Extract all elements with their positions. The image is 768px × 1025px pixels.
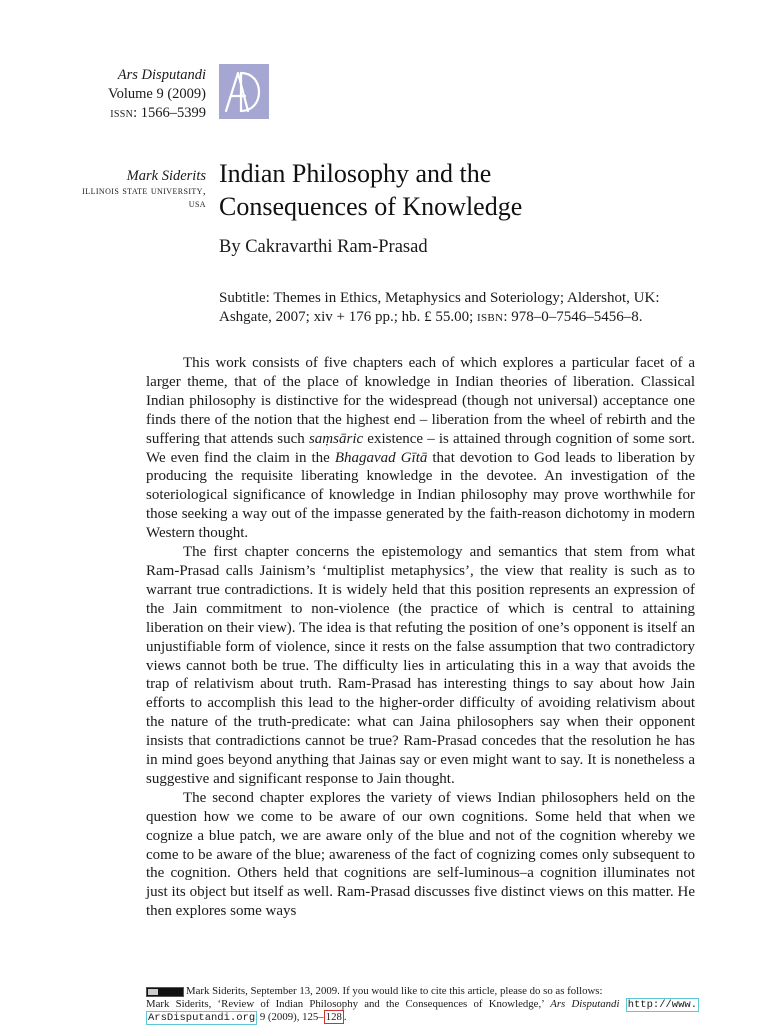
issn-label: issn — [110, 105, 134, 121]
author-name: Mark Siderits — [126, 168, 206, 184]
article-subtitle — [219, 289, 699, 327]
journal-issn — [60, 104, 206, 123]
journal-name: Ars Disputandi — [117, 67, 206, 83]
paragraph-1-text-b: existence – is attained through cognition of some sort. We even find the claim in the — [146, 430, 696, 466]
footer-citation-text: Mark Siderits, ‘Review of Indian Philosophy and the Consequences of Knowledge,’ — [146, 997, 551, 1010]
page-range-end-link[interactable]: 128 — [325, 1011, 342, 1023]
paragraph-1 — [146, 354, 695, 543]
ad-monogram-icon — [219, 64, 269, 119]
article-title-line1: Indian Philosophy and the — [219, 159, 492, 188]
article-byline: By Cakravarthi Ram-Prasad — [219, 237, 428, 257]
term-bhagavad-gita: Bhagavad Gītā — [334, 449, 428, 466]
footer-license-text: Mark Siderits, September 13, 2009. If you would like to cite this article, please do so as follows: — [186, 985, 603, 997]
citation-url-link[interactable]: http://www. — [627, 998, 697, 1011]
footer-line3 — [146, 1011, 699, 1025]
author-affiliation-line2: usa — [188, 198, 206, 210]
paragraph-1-text-c: that devotion to God leads to liberation by producing the requisite liberating knowledge in the devotee. An investigation of the soteriological significance of knowledge in Indian philosophy may prove worthwhile for those seeking a way out of the impasse generated by the faith-reason dichotomy in modern Western thought. — [146, 449, 695, 542]
paragraph-1-text-a: This work consists of five chapters each of which explores a particular facet of a larger theme, that of the place of knowledge in Indian theories of liberation. Classical Indian philosophy is distinctive for the widespread (though not universal) acceptance one finds there of the notion that the highest end – liberation from the wheel of rebirth and the suffering that attends such — [146, 355, 695, 447]
author-affiliation-line1: illinois state university, — [82, 185, 206, 197]
footer-period: . — [343, 1011, 347, 1023]
article-title-line2: Consequences of Knowledge — [219, 192, 523, 221]
author-info — [40, 167, 206, 211]
article-body — [146, 354, 695, 921]
creative-commons-license-icon[interactable] — [146, 987, 184, 997]
journal-info — [60, 66, 206, 123]
subtitle-isbn-value: : 978–0–7546–5456–8. — [503, 309, 643, 325]
subtitle-isbn-label: isbn — [477, 309, 504, 325]
article-title — [219, 157, 739, 223]
paragraph-3: The second chapter explores the variety of views Indian philosophers held on the question how we come to be aware of our own cognitions. Some held that when we cognize a blue patch, we are aware only of the blue and not of the cognition whereby we come to be aware of the blue; awareness of the fact of cognizing comes only subsequent to the cognition. Others held that cognitions are self-luminous–a cognition illuminates not just its object but itself as well. Ram-Prasad discusses five distinct views on this matter. He then explores some ways — [146, 789, 695, 920]
subtitle-text: Subtitle: Themes in Ethics, Metaphysics and Soteriology; Aldershot, UK: Ashgate, 2007; xiv + 176 pp.; hb. £ 55.00; — [219, 290, 660, 325]
citation-footer — [146, 985, 699, 1025]
footer-line2 — [146, 998, 699, 1012]
paragraph-2: The first chapter concerns the epistemology and semantics that stem from what Ram-Prasad calls Jainism’s ‘multiplist metaphysics’, the view that reality is such as to warrant true contradictions. It is widely held that this position represents an expression of the Jain commitment to non-violence (the practice of which is central to attaining liberation on their view). The idea is that refuting the position of one’s opponent is itself an unjustifiable form of violence, since it rests on the false assumption that two contradictory views cannot both be true. The difficulty lies in articulating this in a way that avoids the trap of relativism about truth. Ram-Prasad has interesting things to say about how Jain efforts to accomplish this lead to the higher-order difficulty of avoiding relativism about the nature of the truth-predicate: what can Jaina philosophers say when their opponent insists that contradictions cannot be true? Ram-Prasad concedes that the resolution he has in mind goes beyond anything that Jainas say or even might want to say. It is nonetheless a suggestive and significant response to Jain thought. — [146, 544, 695, 787]
footer-line1 — [146, 985, 699, 998]
footer-journal-name: Ars Disputandi — [550, 997, 620, 1010]
journal-logo — [219, 64, 269, 119]
citation-url-link-continued[interactable]: ArsDisputandi.org — [148, 1012, 256, 1024]
issn-value: : 1566–5399 — [133, 105, 206, 121]
footer-volume-pages: 9 (2009), 125– — [257, 1011, 324, 1023]
term-samsaric: saṃsāric — [308, 430, 364, 447]
journal-volume: Volume 9 (2009) — [107, 86, 206, 102]
